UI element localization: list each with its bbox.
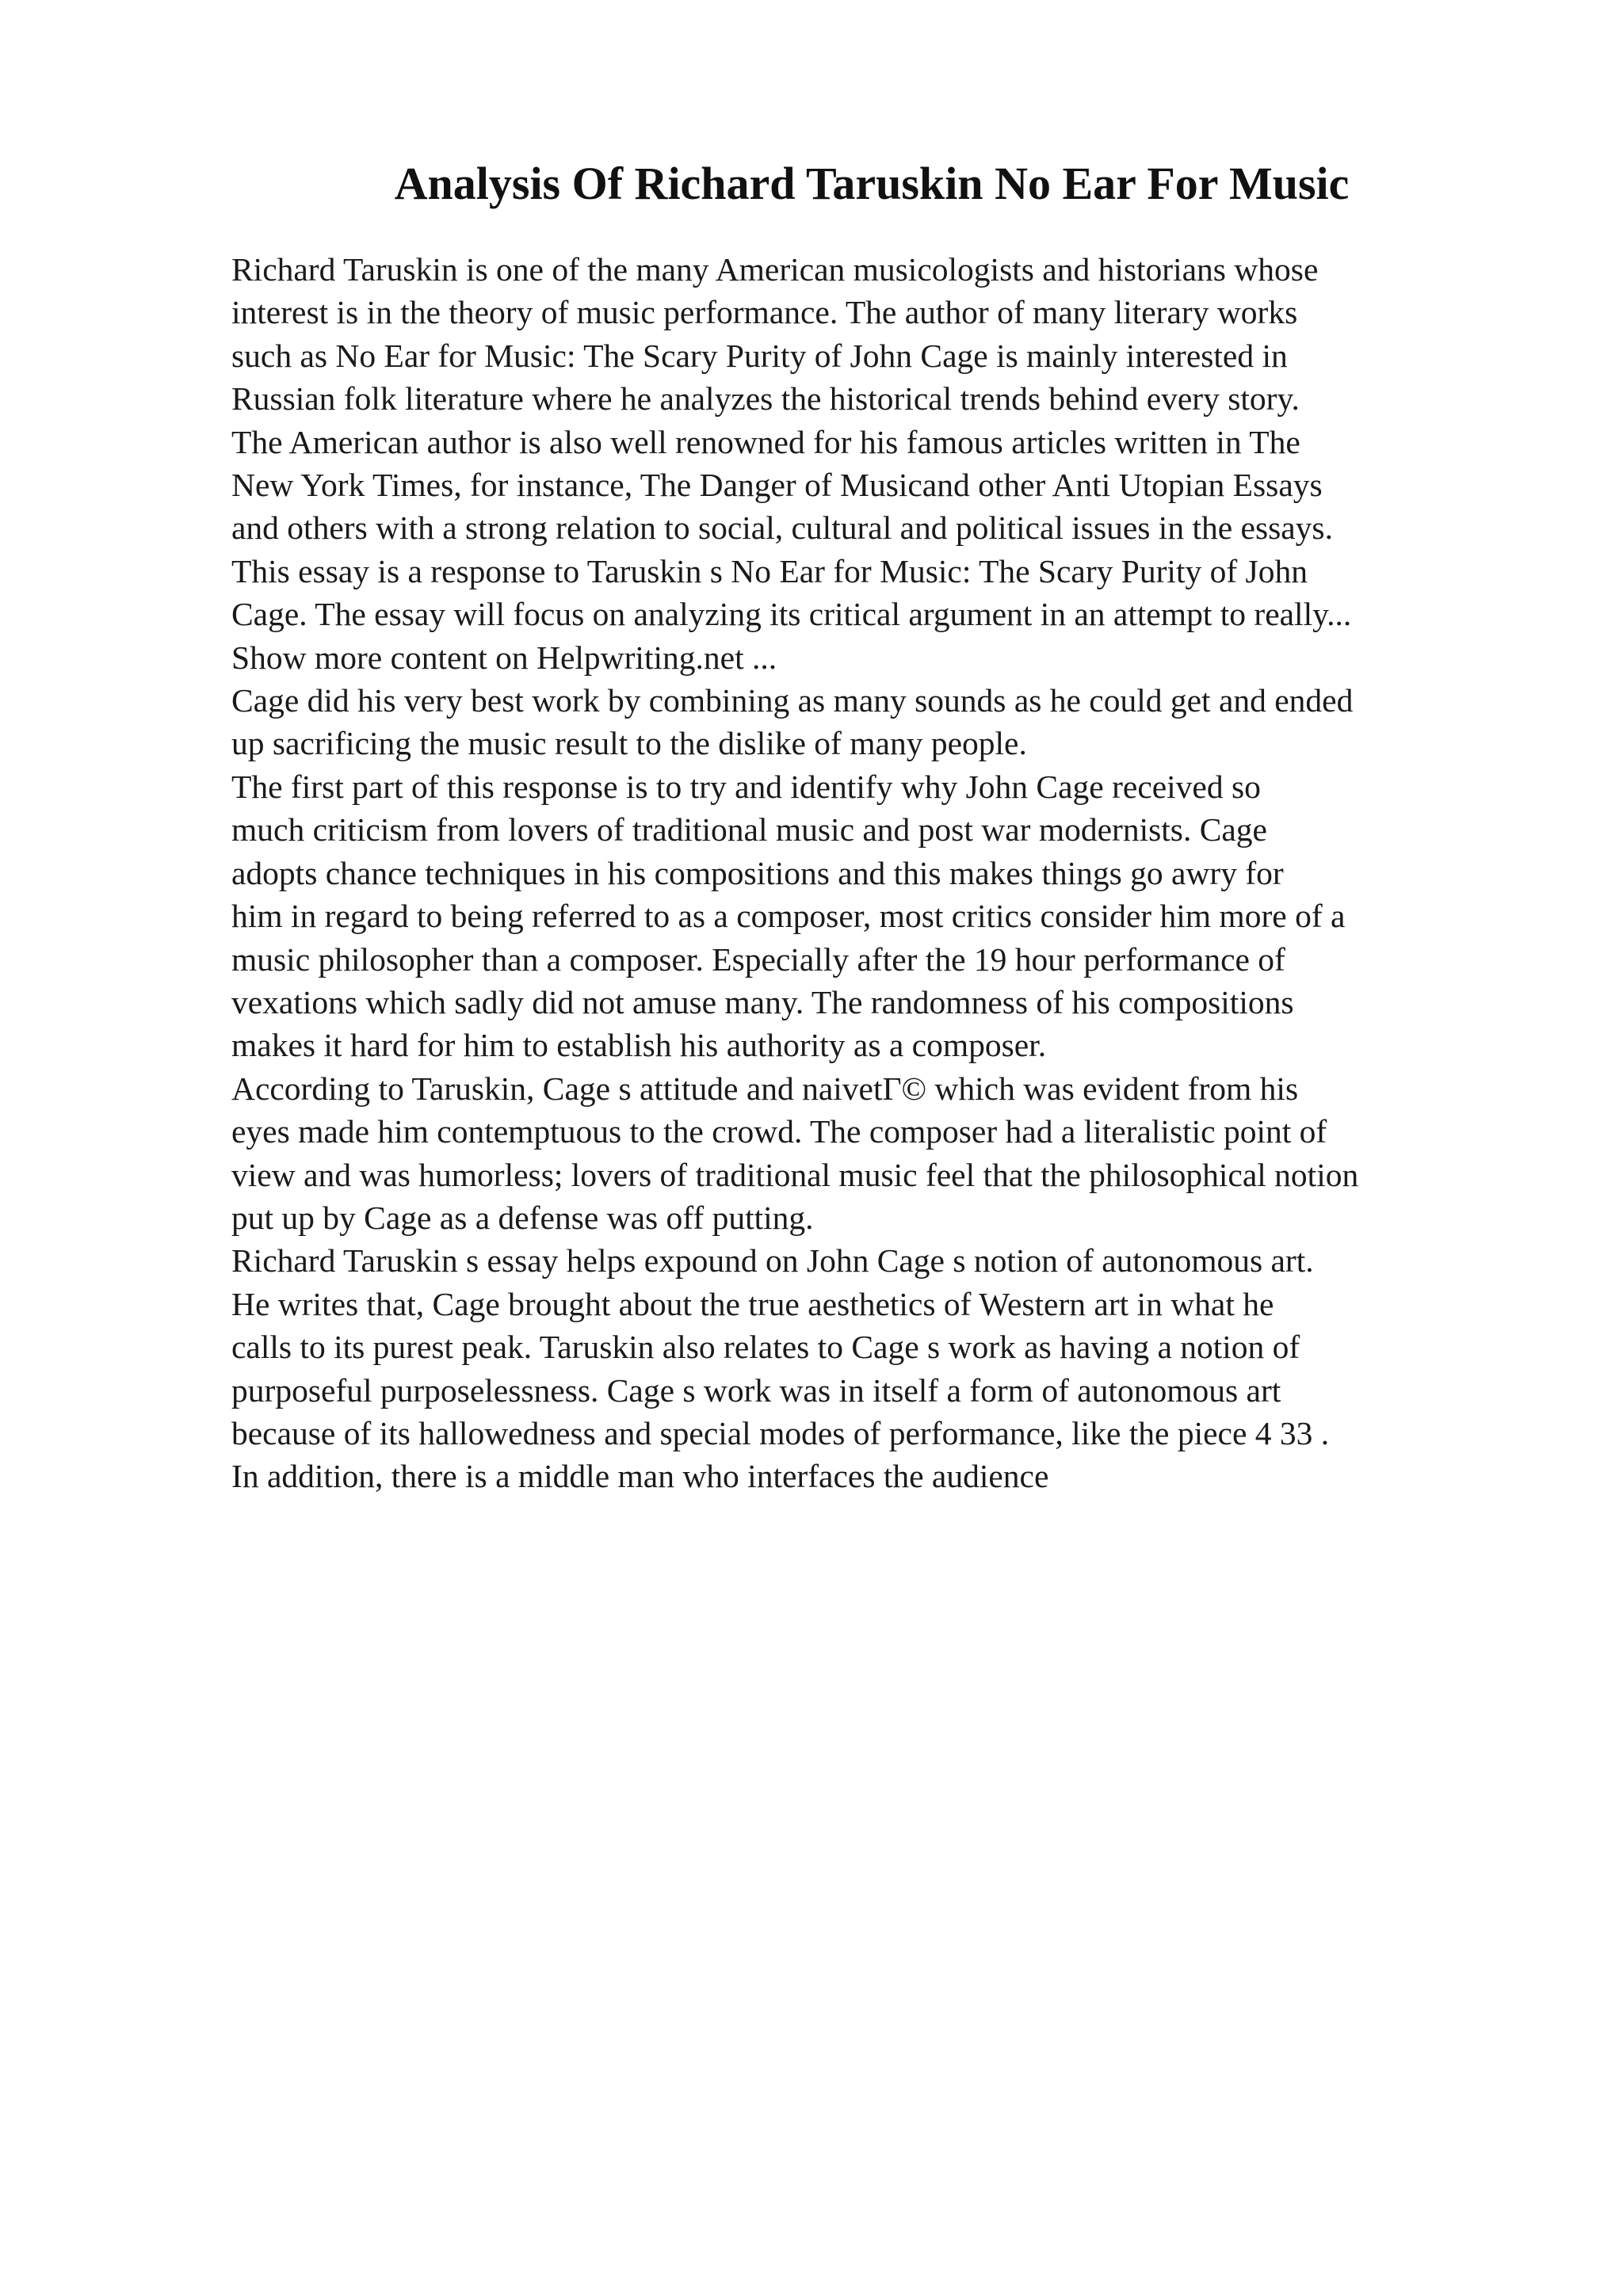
body-line: He writes that, Cage brought about the true aesthetics of Western art in what he (231, 1285, 1274, 1322)
body-line: The first part of this response is to try and identify why John Cage received so (231, 768, 1261, 805)
body-line: Russian folk literature where he analyzes the historical trends behind every story. (231, 380, 1300, 418)
body-line: and others with a strong relation to social, cultural and political issues in the essays. (231, 509, 1333, 547)
body-line: Cage did his very best work by combining as many sounds as he could get and ended (231, 682, 1354, 719)
body-line: The American author is also well renowned for his famous articles written in The (231, 423, 1300, 460)
body-line: because of its hallowedness and special modes of performance, like the piece 4 33 . (231, 1414, 1330, 1451)
body-line: makes it hard for him to establish his authority as a composer. (231, 1027, 1047, 1064)
body-line: Cage. The essay will focus on analyzing its critical argument in an attempt to really... (231, 596, 1352, 633)
body-line: vexations which sadly did not amuse many. The randomness of his compositions (231, 983, 1294, 1020)
body-line: him in regard to being referred to as a composer, most critics consider him more of a (231, 898, 1346, 935)
body-line: This essay is a response to Taruskin s No Ear for Music: The Scary Purity of John (231, 552, 1308, 589)
body-line: much criticism from lovers of traditional music and post war modernists. Cage (231, 811, 1267, 849)
body-line: such as No Ear for Music: The Scary Purity of John Cage is mainly interested in (231, 337, 1288, 374)
body-line: adopts chance techniques in his compositions and this makes things go awry for (231, 854, 1284, 891)
body-line: interest is in the theory of music performance. The author of many literary works (231, 294, 1298, 331)
body-line: Richard Taruskin is one of the many American musicologists and historians whose (231, 251, 1319, 288)
body-line: put up by Cage as a defense was off putting. (231, 1199, 814, 1236)
body-line: Show more content on Helpwriting.net ... (231, 639, 777, 676)
body-line: purposeful purposelessness. Cage s work was in itself a form of autonomous art (231, 1371, 1281, 1409)
body-line: In addition, there is a middle man who interfaces the audience (231, 1458, 1049, 1495)
document-title: Analysis Of Richard Taruskin No Ear For Music (394, 158, 1350, 209)
body-line: According to Taruskin, Cage s attitude and naivetГ© which was evident from his (231, 1070, 1299, 1107)
body-line: Richard Taruskin s essay helps expound on John Cage s notion of autonomous art. (231, 1242, 1314, 1280)
body-line: up sacrificing the music result to the dislike of many people. (231, 725, 1027, 762)
body-line: music philosopher than a composer. Especially after the 19 hour performance of (231, 940, 1285, 978)
body-line: view and was humorless; lovers of traditional music feel that the philosophical notion (231, 1156, 1359, 1193)
body-line: eyes made him contemptuous to the crowd. The composer had a literalistic point of (231, 1113, 1327, 1150)
body-line: New York Times, for instance, The Danger of Musicand other Anti Utopian Essays (231, 467, 1323, 504)
body-line: calls to its purest peak. Taruskin also relates to Cage s work as having a notion of (231, 1329, 1300, 1366)
document-body (231, 248, 1579, 1498)
